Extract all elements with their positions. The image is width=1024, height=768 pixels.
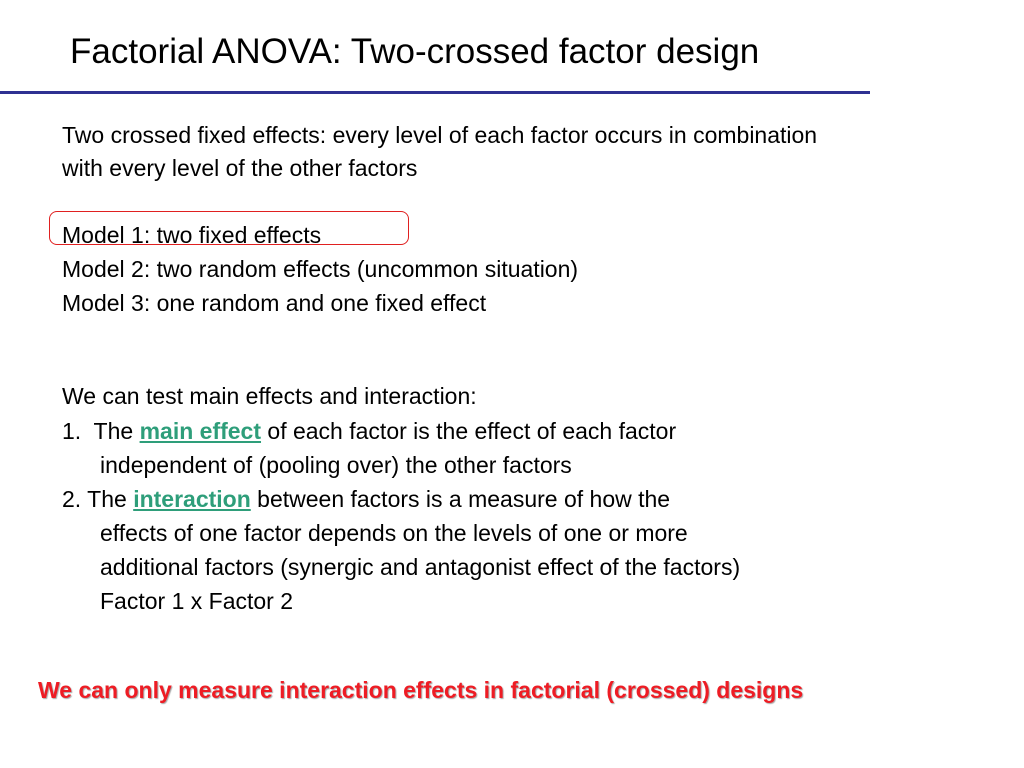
- conclusion-statement: We can only measure interaction effects in factorial (crossed) designs: [38, 677, 804, 703]
- main-effect-term: main effect: [139, 418, 262, 444]
- interaction-term: interaction: [133, 486, 251, 512]
- test-item-1-suffix: of each factor is the effect of each factor: [261, 418, 677, 444]
- definition-line-2: with every level of the other factors: [62, 155, 418, 181]
- model-2: Model 2: two random effects (uncommon situation): [62, 256, 579, 282]
- slide-title: Factorial ANOVA: Two-crossed factor design: [70, 32, 760, 71]
- test-item-2-prefix: 2. The: [62, 486, 134, 512]
- definition-line-1: Two crossed fixed effects: every level of each factor occurs in combination: [62, 122, 818, 148]
- model-3: Model 3: one random and one fixed effect: [62, 290, 487, 316]
- test-item-2-continuation-3: Factor 1 x Factor 2: [100, 588, 294, 614]
- test-item-2-continuation-1: effects of one factor depends on the levels of one or more: [100, 520, 688, 546]
- test-item-2-suffix: between factors is a measure of how the: [250, 486, 671, 512]
- model-1: Model 1: two fixed effects: [62, 222, 322, 248]
- test-item-2: [62, 484, 670, 514]
- test-item-1-continuation: independent of (pooling over) the other factors: [100, 452, 572, 478]
- title-rule: [0, 91, 870, 94]
- tests-intro: We can test main effects and interaction:: [62, 383, 477, 409]
- test-item-1: [62, 416, 676, 446]
- test-item-1-prefix: 1. The: [62, 418, 140, 444]
- test-item-2-continuation-2: additional factors (synergic and antagonist effect of the factors): [100, 554, 741, 580]
